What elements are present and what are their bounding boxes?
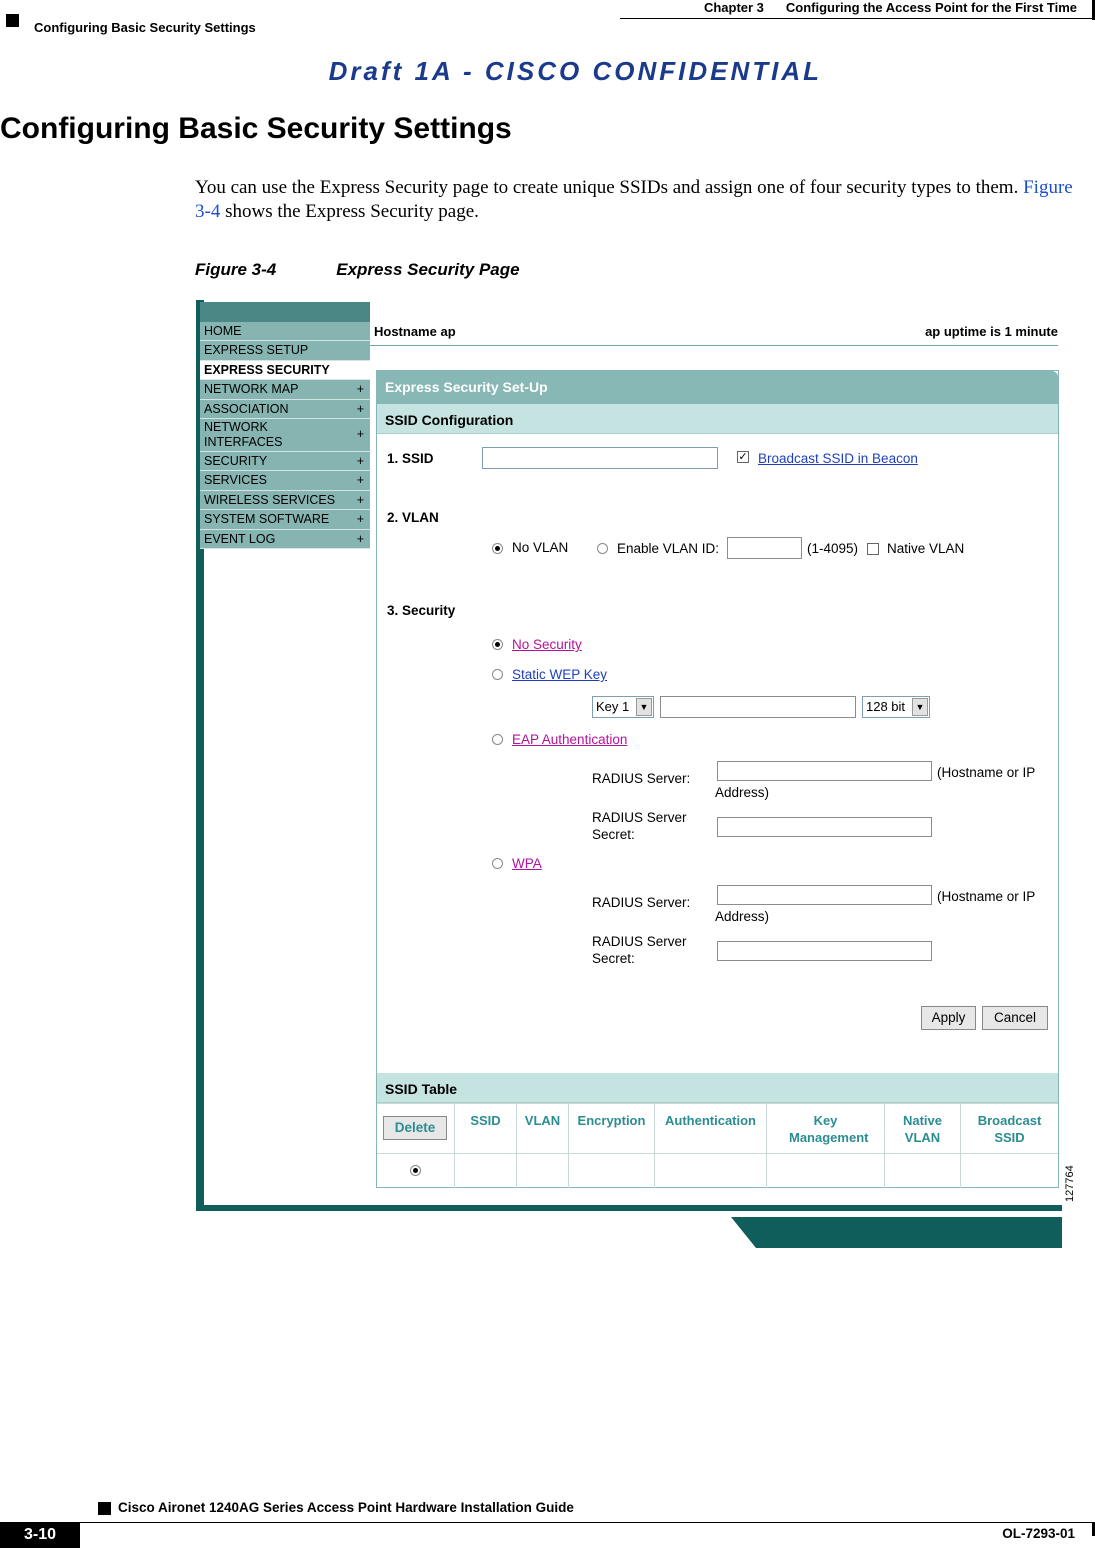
vlan-label: 2. VLAN: [387, 510, 439, 525]
vlan-id-input[interactable]: [727, 537, 802, 559]
nav-label: ASSOCIATION: [204, 401, 289, 416]
nav-item-network-map[interactable]: [200, 380, 370, 399]
nav-label: SECURITY: [204, 453, 268, 468]
table-cell: [517, 1154, 569, 1188]
nav-item-network-interfaces[interactable]: [200, 419, 370, 452]
enable-vlan-label: Enable VLAN ID:: [617, 541, 720, 556]
vlan-range: (1-4095): [807, 541, 859, 556]
wpa-radio[interactable]: [492, 858, 503, 869]
figure-label: Figure 3-4: [195, 260, 277, 279]
enable-vlan-radio[interactable]: [597, 543, 608, 554]
frame-bottom: [196, 1205, 1062, 1248]
secret-label-line: Secret:: [592, 827, 635, 842]
secret-label-line: RADIUS Server: [592, 810, 687, 825]
figure-number: 127764: [1064, 1165, 1076, 1202]
nav-item-security[interactable]: [200, 452, 370, 471]
figure-link[interactable]: Figure 3-4: [195, 177, 1073, 222]
column-header: Authentication: [655, 1104, 767, 1154]
eap-authentication-link[interactable]: EAP Authentication: [512, 732, 628, 747]
eap-radius-server-label: RADIUS Server:: [592, 771, 691, 786]
no-security-radio[interactable]: [492, 639, 503, 650]
broadcast-ssid-link[interactable]: Broadcast SSID in Beacon: [758, 451, 918, 466]
nav-item-express-security[interactable]: [200, 361, 370, 380]
broadcast-checkbox[interactable]: ✓: [738, 451, 748, 463]
running-header-section: Configuring Basic Security Settings: [34, 20, 256, 35]
nav-item-services[interactable]: [200, 471, 370, 490]
expand-icon[interactable]: +: [356, 473, 364, 488]
bit-select[interactable]: [862, 696, 930, 718]
column-header: Broadcast SSID: [977, 1113, 1042, 1145]
footer-marker: [98, 1502, 111, 1515]
expand-icon[interactable]: +: [356, 382, 364, 397]
chapter-number: Chapter 3: [703, 0, 764, 15]
security-label: 3. Security: [387, 603, 456, 618]
wpa-address-hint: Address): [715, 909, 770, 924]
running-header-chapter: [704, 0, 1077, 15]
draft-watermark: Draft 1A - CISCO CONFIDENTIAL: [328, 56, 822, 86]
nav-item-system-software[interactable]: [200, 510, 370, 529]
nav-item-association[interactable]: [200, 400, 370, 419]
ssid-table-header-row: [377, 1103, 1058, 1153]
eap-radio[interactable]: [492, 734, 503, 745]
nav-label: EXPRESS SECURITY: [204, 362, 330, 377]
navigation-menu: [200, 322, 370, 549]
body-text-part: shows the Express Security page.: [220, 201, 479, 222]
panel-title: Express Security Set-Up: [377, 371, 1058, 404]
chapter-title: Configuring the Access Point for the First Time: [785, 0, 1077, 15]
column-header: Encryption: [569, 1104, 655, 1154]
apply-button[interactable]: Apply: [921, 1006, 976, 1030]
cancel-button[interactable]: Cancel: [982, 1006, 1048, 1030]
nav-item-express-setup[interactable]: [200, 341, 370, 360]
native-vlan-label: Native VLAN: [887, 541, 965, 556]
table-cell: [885, 1154, 961, 1188]
page-title: Configuring Basic Security Settings: [0, 112, 512, 145]
wep-key-input[interactable]: [660, 696, 856, 718]
nav-label: WIRELESS SERVICES: [204, 492, 336, 507]
nav-label: NETWORK INTERFACES: [204, 419, 283, 449]
nav-item-event-log[interactable]: [200, 530, 370, 549]
eap-radius-server-input[interactable]: [717, 761, 932, 781]
top-divider: [370, 345, 1058, 346]
nav-label: NETWORK MAP: [204, 382, 299, 397]
header-marker: [6, 14, 19, 27]
ssid-table-header: SSID Table: [377, 1073, 1058, 1103]
wpa-radius-server-label: RADIUS Server:: [592, 895, 691, 910]
expand-icon[interactable]: +: [356, 492, 364, 507]
page-number: 3-10: [0, 1522, 80, 1548]
document-number: OL-7293-01: [1002, 1526, 1075, 1541]
figure-caption: [195, 260, 520, 280]
secret-label-line: Secret:: [592, 951, 635, 966]
wpa-hostname-hint: (Hostname or IP: [937, 889, 1036, 904]
key-select-value: Key 1: [596, 699, 630, 714]
express-security-screenshot: [196, 300, 1076, 1250]
expand-icon[interactable]: +: [356, 512, 364, 527]
secret-label-line: RADIUS Server: [592, 934, 687, 949]
wpa-radius-server-input[interactable]: [717, 885, 932, 905]
table-cell: [377, 1154, 455, 1188]
nav-item-home[interactable]: [200, 322, 370, 341]
chevron-down-icon: ▼: [636, 698, 652, 716]
delete-button[interactable]: Delete: [383, 1116, 447, 1140]
no-security-link[interactable]: No Security: [512, 637, 582, 652]
figure-title: Express Security Page: [336, 260, 520, 279]
chevron-down-icon: ▼: [912, 698, 928, 716]
wpa-radius-secret-label: [592, 933, 687, 967]
nav-item-wireless-services[interactable]: [200, 491, 370, 510]
delete-cell: [377, 1104, 455, 1154]
body-paragraph: [195, 176, 1090, 224]
column-header: Native VLAN: [885, 1104, 961, 1154]
uptime-label: ap uptime is 1 minute: [925, 324, 1058, 339]
hostname-label: Hostname ap: [374, 324, 456, 339]
ssid-label: 1. SSID: [387, 451, 434, 466]
column-header: Key Management: [767, 1104, 885, 1154]
no-vlan-label: No VLAN: [512, 540, 569, 555]
native-vlan-checkbox[interactable]: [867, 543, 879, 555]
wpa-radius-secret-input[interactable]: [717, 941, 932, 961]
static-wep-radio[interactable]: [492, 669, 503, 680]
body-text-part: You can use the Express Security page to create unique SSIDs and assign one of four security types to them.: [195, 177, 1024, 198]
table-cell: [569, 1154, 655, 1188]
table-cell: [455, 1154, 517, 1188]
footer-guide-title: Cisco Aironet 1240AG Series Access Point Hardware Installation Guide: [118, 1500, 574, 1515]
expand-icon[interactable]: +: [356, 426, 364, 441]
row-select-radio[interactable]: [410, 1165, 421, 1176]
table-cell: [961, 1154, 1058, 1188]
nav-label: HOME: [204, 324, 242, 338]
nav-label: SYSTEM SOFTWARE: [204, 512, 330, 527]
nav-label: EXPRESS SETUP: [204, 343, 309, 358]
static-wep-link[interactable]: Static WEP Key: [512, 667, 608, 682]
nav-label: SERVICES: [204, 473, 267, 488]
key-select[interactable]: [592, 696, 654, 718]
header-rule: [620, 18, 1095, 19]
expand-icon[interactable]: +: [356, 531, 364, 546]
no-vlan-radio[interactable]: [492, 543, 503, 554]
eap-address-hint: Address): [715, 785, 770, 800]
column-header: VLAN: [517, 1104, 569, 1154]
nav-top-bar: [200, 302, 370, 322]
bit-select-value: 128 bit: [866, 699, 906, 714]
expand-icon[interactable]: +: [356, 453, 364, 468]
footer-rule: [80, 1522, 1095, 1523]
table-row: [377, 1153, 1058, 1187]
table-cell: [655, 1154, 767, 1188]
eap-hostname-hint: (Hostname or IP: [937, 765, 1036, 780]
eap-radius-secret-input[interactable]: [717, 817, 932, 837]
ssid-configuration-header: SSID Configuration: [377, 404, 1058, 434]
express-security-panel: [376, 370, 1059, 1188]
wpa-link[interactable]: WPA: [512, 856, 542, 871]
nav-label: EVENT LOG: [204, 531, 276, 546]
expand-icon[interactable]: +: [356, 401, 364, 416]
ssid-input[interactable]: [482, 447, 718, 469]
column-header: SSID: [455, 1104, 517, 1154]
table-cell: [767, 1154, 885, 1188]
eap-radius-secret-label: [592, 809, 687, 843]
